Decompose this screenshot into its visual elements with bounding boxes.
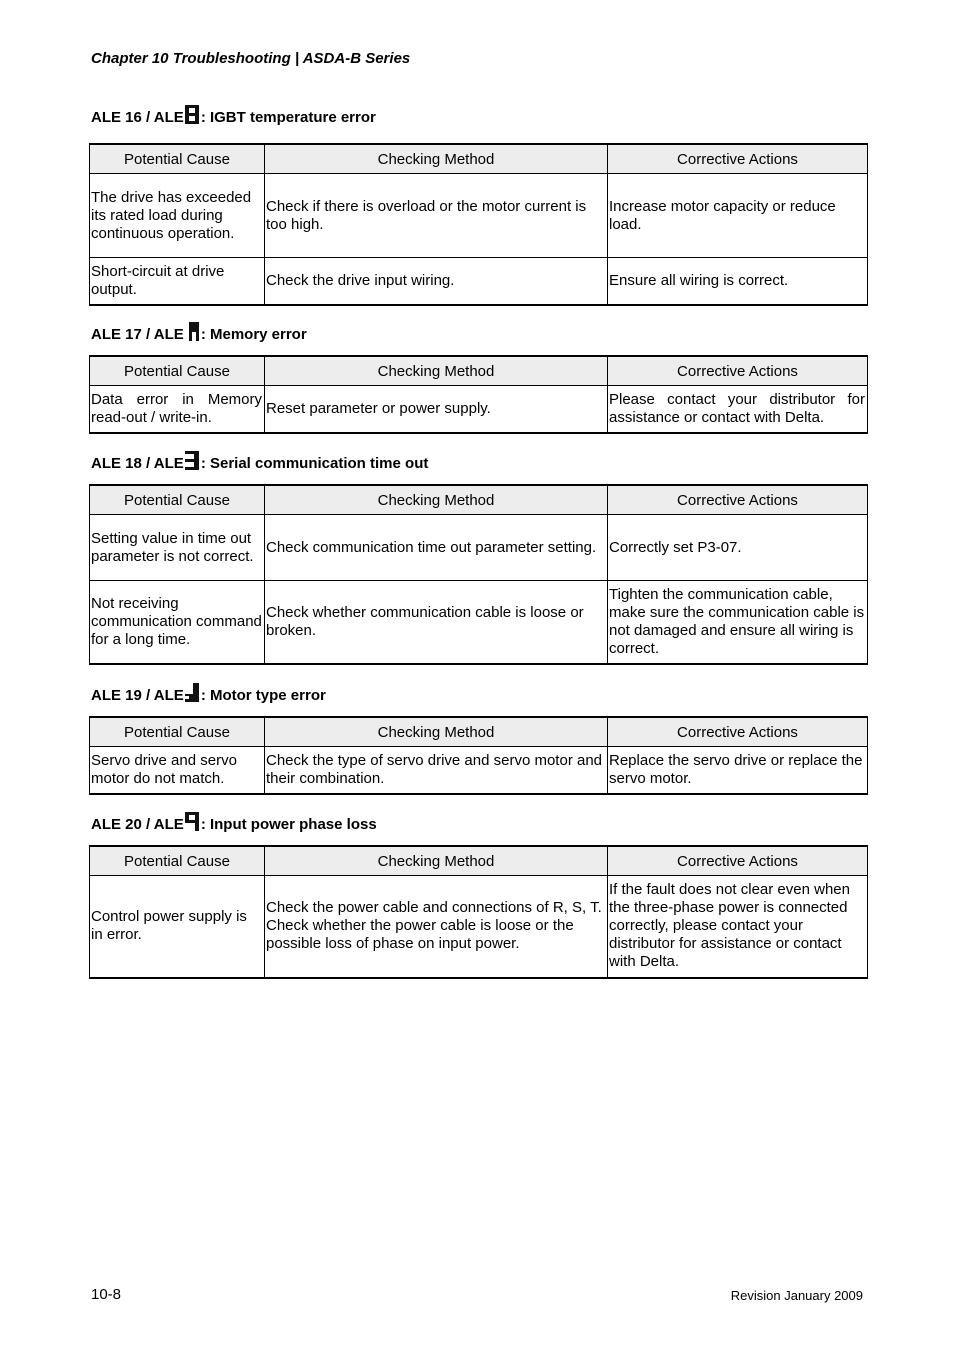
section-prefix: ALE 17 / ALE [91, 326, 184, 343]
action-cell: If the fault does not clear even when the three-phase power is connected correctly, please contact your distributor for assistance or contact with Delta. [608, 876, 868, 978]
column-header: Checking Method [265, 144, 608, 174]
cause-cell: Short-circuit at drive output. [90, 258, 265, 305]
table-header-row [90, 485, 868, 515]
section-prefix: ALE 16 / ALE [91, 109, 184, 126]
alarm-section-ale17 [89, 315, 867, 434]
table-row [90, 747, 868, 794]
column-header: Checking Method [265, 717, 608, 747]
column-header: Corrective Actions [608, 846, 868, 876]
section-title [89, 676, 867, 704]
column-header: Potential Cause [90, 846, 265, 876]
alarm-table [89, 143, 868, 306]
method-cell: Check the power cable and connections of R, S, T. Check whether the power cable is loose or the possible loss of phase on input power. [265, 876, 608, 978]
column-header: Corrective Actions [608, 144, 868, 174]
method-cell: Reset parameter or power supply. [265, 386, 608, 433]
method-cell: Check the drive input wiring. [265, 258, 608, 305]
seven-segment-19-icon [185, 683, 199, 702]
action-cell: Increase motor capacity or reduce load. [608, 174, 868, 258]
table-row [90, 174, 868, 258]
section-prefix: ALE 18 / ALE [91, 455, 184, 472]
alarm-section-ale16 [89, 98, 867, 306]
method-cell: Check whether communication cable is loose or broken. [265, 581, 608, 664]
section-title-text: : IGBT temperature error [200, 109, 376, 126]
section-prefix: ALE 19 / ALE [91, 687, 184, 704]
seven-segment-16-icon [185, 105, 199, 124]
cause-cell: Setting value in time out parameter is not correct. [90, 515, 265, 581]
cause-cell: Servo drive and servo motor do not match. [90, 747, 265, 794]
section-title [89, 98, 867, 126]
method-cell: Check the type of servo drive and servo motor and their combination. [265, 747, 608, 794]
column-header: Checking Method [265, 356, 608, 386]
section-title-text: : Motor type error [200, 687, 326, 704]
action-cell: Tighten the communication cable, make sure the communication cable is not damaged and ensure all wiring is correct. [608, 581, 868, 664]
table-row [90, 515, 868, 581]
table-row [90, 876, 868, 978]
section-title-text: : Memory error [200, 326, 307, 343]
section-title [89, 805, 867, 833]
alarm-table [89, 716, 868, 795]
column-header: Checking Method [265, 485, 608, 515]
page-number: 10-8 [91, 1286, 122, 1303]
action-cell: Please contact your distributor for assistance or contact with Delta. [608, 386, 868, 433]
column-header: Checking Method [265, 846, 608, 876]
column-header: Potential Cause [90, 356, 265, 386]
section-prefix: ALE 20 / ALE [91, 816, 184, 833]
revision-note: Revision January 2009 [730, 1288, 863, 1303]
method-cell: Check if there is overload or the motor current is too high. [265, 174, 608, 258]
alarm-table [89, 355, 868, 434]
alarm-section-ale19 [89, 676, 867, 795]
section-title-text: : Serial communication time out [200, 455, 429, 472]
action-cell: Correctly set P3-07. [608, 515, 868, 581]
alarm-section-ale20 [89, 805, 867, 979]
seven-segment-20-icon [185, 812, 199, 831]
alarm-section-ale18 [89, 444, 867, 665]
table-header-row [90, 356, 868, 386]
method-cell: Check communication time out parameter setting. [265, 515, 608, 581]
cause-cell: Not receiving communication command for a long time. [90, 581, 265, 664]
page-header: Chapter 10 Troubleshooting | ASDA-B Series [91, 50, 411, 67]
action-cell: Ensure all wiring is correct. [608, 258, 868, 305]
column-header: Potential Cause [90, 485, 265, 515]
column-header: Corrective Actions [608, 717, 868, 747]
alarm-table [89, 484, 868, 665]
action-cell: Replace the servo drive or replace the servo motor. [608, 747, 868, 794]
column-header: Corrective Actions [608, 356, 868, 386]
seven-segment-18-icon [185, 451, 199, 470]
column-header: Potential Cause [90, 717, 265, 747]
section-title [89, 315, 867, 343]
column-header: Corrective Actions [608, 485, 868, 515]
column-header: Potential Cause [90, 144, 265, 174]
section-title [89, 444, 867, 472]
table-header-row [90, 144, 868, 174]
cause-cell: Control power supply is in error. [90, 876, 265, 978]
table-header-row [90, 717, 868, 747]
seven-segment-17-icon [185, 322, 199, 341]
table-row [90, 386, 868, 433]
table-header-row [90, 846, 868, 876]
cause-cell: Data error in Memory read-out / write-in. [90, 386, 265, 433]
table-row [90, 258, 868, 305]
alarm-table [89, 845, 868, 979]
section-title-text: : Input power phase loss [200, 816, 377, 833]
cause-cell: The drive has exceeded its rated load during continuous operation. [90, 174, 265, 258]
table-row [90, 581, 868, 664]
